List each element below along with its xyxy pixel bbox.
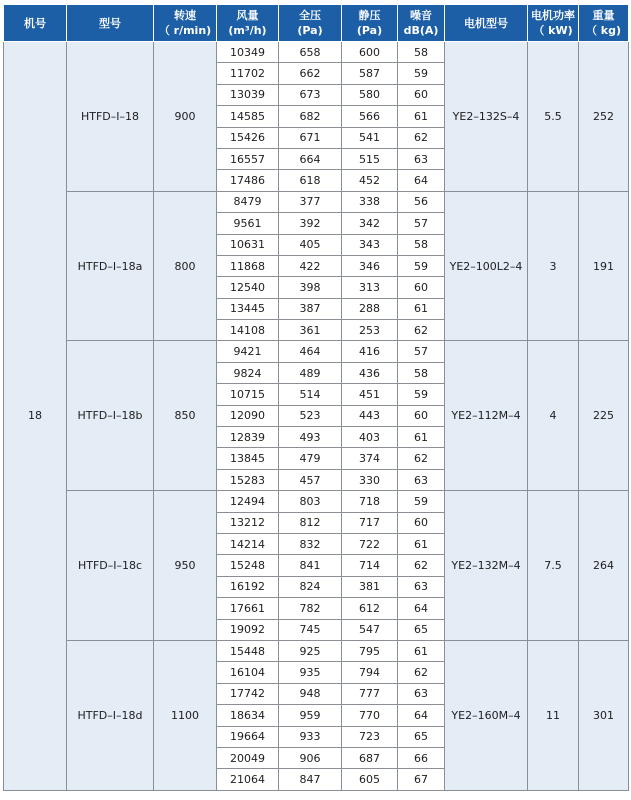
- total-pressure-cell: 392: [279, 213, 342, 234]
- total-pressure-cell: 832: [279, 533, 342, 554]
- total-pressure-cell: 662: [279, 63, 342, 84]
- noise-cell: 65: [398, 619, 445, 640]
- static-pressure-cell: 714: [342, 555, 398, 576]
- total-pressure-cell: 664: [279, 148, 342, 169]
- model-cell: HTFD–I–18: [67, 42, 154, 192]
- total-pressure-cell: 673: [279, 84, 342, 105]
- table-row: [4, 491, 629, 512]
- noise-cell: 62: [398, 448, 445, 469]
- noise-cell: 60: [398, 512, 445, 533]
- noise-cell: 63: [398, 148, 445, 169]
- model-cell: HTFD–I–18a: [67, 191, 154, 341]
- airflow-cell: 17742: [217, 683, 279, 704]
- static-pressure-cell: 253: [342, 320, 398, 341]
- total-pressure-cell: 489: [279, 362, 342, 383]
- header-total-pressure-unit: (Pa): [297, 24, 323, 37]
- noise-cell: 61: [398, 533, 445, 554]
- motor-power-cell: 3: [528, 191, 579, 341]
- total-pressure-cell: 925: [279, 640, 342, 661]
- static-pressure-cell: 777: [342, 683, 398, 704]
- airflow-cell: 10349: [217, 42, 279, 63]
- total-pressure-cell: 847: [279, 769, 342, 790]
- airflow-cell: 8479: [217, 191, 279, 212]
- table-row: [4, 640, 629, 661]
- noise-cell: 61: [398, 298, 445, 319]
- total-pressure-cell: 479: [279, 448, 342, 469]
- header-total-pressure-label: 全压: [299, 9, 321, 22]
- noise-cell: 60: [398, 405, 445, 426]
- static-pressure-cell: 612: [342, 598, 398, 619]
- static-pressure-cell: 541: [342, 127, 398, 148]
- static-pressure-cell: 717: [342, 512, 398, 533]
- static-pressure-cell: 723: [342, 726, 398, 747]
- total-pressure-cell: 493: [279, 427, 342, 448]
- static-pressure-cell: 288: [342, 298, 398, 319]
- static-pressure-cell: 374: [342, 448, 398, 469]
- speed-cell: 1100: [154, 640, 217, 790]
- total-pressure-cell: 377: [279, 191, 342, 212]
- noise-cell: 58: [398, 42, 445, 63]
- airflow-cell: 13039: [217, 84, 279, 105]
- static-pressure-cell: 722: [342, 533, 398, 554]
- motor-power-cell: 7.5: [528, 491, 579, 641]
- header-motor-power-label: 电机功率: [531, 9, 575, 22]
- noise-cell: 64: [398, 705, 445, 726]
- header-static-pressure: [342, 5, 398, 42]
- header-noise: [398, 5, 445, 42]
- noise-cell: 63: [398, 683, 445, 704]
- header-motor-model: [445, 5, 528, 42]
- noise-cell: 64: [398, 598, 445, 619]
- airflow-cell: 15426: [217, 127, 279, 148]
- noise-cell: 62: [398, 662, 445, 683]
- motor-model-cell: YE2–132S–4: [445, 42, 528, 192]
- header-motor-model-label: 电机型号: [464, 16, 508, 30]
- header-speed-label: 转速: [174, 9, 196, 22]
- static-pressure-cell: 416: [342, 341, 398, 362]
- table-row: [4, 191, 629, 212]
- total-pressure-cell: 959: [279, 705, 342, 726]
- airflow-cell: 14214: [217, 533, 279, 554]
- header-weight-unit: （ kg): [585, 24, 622, 37]
- motor-model-cell: YE2–160M–4: [445, 640, 528, 790]
- total-pressure-cell: 745: [279, 619, 342, 640]
- noise-cell: 65: [398, 726, 445, 747]
- header-airflow: [217, 5, 279, 42]
- motor-power-cell: 11: [528, 640, 579, 790]
- static-pressure-cell: 795: [342, 640, 398, 661]
- total-pressure-cell: 824: [279, 576, 342, 597]
- motor-model-cell: YE2–112M–4: [445, 341, 528, 491]
- airflow-cell: 15248: [217, 555, 279, 576]
- header-speed: [154, 5, 217, 42]
- airflow-cell: 19092: [217, 619, 279, 640]
- static-pressure-cell: 436: [342, 362, 398, 383]
- table-row: [4, 42, 629, 63]
- noise-cell: 57: [398, 341, 445, 362]
- airflow-cell: 11868: [217, 255, 279, 276]
- header-weight-label: 重量: [592, 9, 615, 22]
- airflow-cell: 15448: [217, 640, 279, 661]
- static-pressure-cell: 770: [342, 705, 398, 726]
- total-pressure-cell: 514: [279, 384, 342, 405]
- total-pressure-cell: 682: [279, 106, 342, 127]
- noise-cell: 59: [398, 384, 445, 405]
- airflow-cell: 16104: [217, 662, 279, 683]
- static-pressure-cell: 403: [342, 427, 398, 448]
- airflow-cell: 9561: [217, 213, 279, 234]
- static-pressure-cell: 587: [342, 63, 398, 84]
- header-static-pressure-unit: (Pa): [356, 24, 383, 37]
- airflow-cell: 12839: [217, 427, 279, 448]
- speed-cell: 800: [154, 191, 217, 341]
- noise-cell: 62: [398, 127, 445, 148]
- noise-cell: 59: [398, 63, 445, 84]
- airflow-cell: 10715: [217, 384, 279, 405]
- static-pressure-cell: 547: [342, 619, 398, 640]
- static-pressure-cell: 600: [342, 42, 398, 63]
- total-pressure-cell: 812: [279, 512, 342, 533]
- weight-cell: 225: [579, 341, 629, 491]
- total-pressure-cell: 398: [279, 277, 342, 298]
- total-pressure-cell: 422: [279, 255, 342, 276]
- noise-cell: 63: [398, 576, 445, 597]
- static-pressure-cell: 687: [342, 747, 398, 768]
- total-pressure-cell: 933: [279, 726, 342, 747]
- airflow-cell: 13212: [217, 512, 279, 533]
- total-pressure-cell: 782: [279, 598, 342, 619]
- airflow-cell: 20049: [217, 747, 279, 768]
- total-pressure-cell: 948: [279, 683, 342, 704]
- header-motor-power-unit: （ kW): [533, 24, 573, 37]
- airflow-cell: 9421: [217, 341, 279, 362]
- static-pressure-cell: 515: [342, 148, 398, 169]
- header-total-pressure: [279, 5, 342, 42]
- static-pressure-cell: 443: [342, 405, 398, 426]
- header-airflow-label: 风量: [236, 9, 259, 22]
- noise-cell: 58: [398, 362, 445, 383]
- noise-cell: 58: [398, 234, 445, 255]
- airflow-cell: 15283: [217, 469, 279, 490]
- weight-cell: 301: [579, 640, 629, 790]
- total-pressure-cell: 464: [279, 341, 342, 362]
- airflow-cell: 17661: [217, 598, 279, 619]
- noise-cell: 66: [398, 747, 445, 768]
- airflow-cell: 16557: [217, 148, 279, 169]
- header-noise-unit: dB(A): [403, 24, 439, 37]
- noise-cell: 62: [398, 555, 445, 576]
- airflow-cell: 13845: [217, 448, 279, 469]
- total-pressure-cell: 405: [279, 234, 342, 255]
- noise-cell: 60: [398, 84, 445, 105]
- motor-model-cell: YE2–132M–4: [445, 491, 528, 641]
- total-pressure-cell: 457: [279, 469, 342, 490]
- total-pressure-cell: 803: [279, 491, 342, 512]
- header-model-no-label: 机号: [24, 16, 46, 30]
- speed-cell: 950: [154, 491, 217, 641]
- static-pressure-cell: 580: [342, 84, 398, 105]
- weight-cell: 252: [579, 42, 629, 192]
- noise-cell: 59: [398, 491, 445, 512]
- static-pressure-cell: 718: [342, 491, 398, 512]
- static-pressure-cell: 313: [342, 277, 398, 298]
- total-pressure-cell: 361: [279, 320, 342, 341]
- airflow-cell: 11702: [217, 63, 279, 84]
- total-pressure-cell: 906: [279, 747, 342, 768]
- model-cell: HTFD–I–18b: [67, 341, 154, 491]
- total-pressure-cell: 658: [279, 42, 342, 63]
- airflow-cell: 21064: [217, 769, 279, 790]
- header-weight: [579, 5, 629, 42]
- header-airflow-unit: (m³/h): [228, 24, 267, 37]
- static-pressure-cell: 346: [342, 255, 398, 276]
- model-cell: HTFD–I–18d: [67, 640, 154, 790]
- static-pressure-cell: 451: [342, 384, 398, 405]
- header-row: [4, 5, 629, 42]
- static-pressure-cell: 342: [342, 213, 398, 234]
- static-pressure-cell: 794: [342, 662, 398, 683]
- airflow-cell: 14108: [217, 320, 279, 341]
- airflow-cell: 10631: [217, 234, 279, 255]
- airflow-cell: 19664: [217, 726, 279, 747]
- header-speed-unit: （ r/min): [158, 24, 212, 37]
- machine-no-cell: 18: [4, 42, 67, 791]
- airflow-cell: 12090: [217, 405, 279, 426]
- model-cell: HTFD–I–18c: [67, 491, 154, 641]
- noise-cell: 60: [398, 277, 445, 298]
- static-pressure-cell: 338: [342, 191, 398, 212]
- noise-cell: 61: [398, 640, 445, 661]
- noise-cell: 61: [398, 106, 445, 127]
- noise-cell: 62: [398, 320, 445, 341]
- noise-cell: 61: [398, 427, 445, 448]
- speed-cell: 900: [154, 42, 217, 192]
- noise-cell: 57: [398, 213, 445, 234]
- airflow-cell: 13445: [217, 298, 279, 319]
- airflow-cell: 12494: [217, 491, 279, 512]
- airflow-cell: 18634: [217, 705, 279, 726]
- noise-cell: 67: [398, 769, 445, 790]
- fan-spec-table: [3, 4, 629, 791]
- total-pressure-cell: 523: [279, 405, 342, 426]
- header-noise-label: 噪音: [410, 9, 432, 22]
- noise-cell: 63: [398, 469, 445, 490]
- airflow-cell: 9824: [217, 362, 279, 383]
- table-header: [4, 5, 629, 42]
- header-type: [67, 5, 154, 42]
- static-pressure-cell: 452: [342, 170, 398, 191]
- static-pressure-cell: 605: [342, 769, 398, 790]
- header-motor-power: [528, 5, 579, 42]
- motor-power-cell: 5.5: [528, 42, 579, 192]
- header-static-pressure-label: 静压: [358, 9, 381, 22]
- header-model-no: [4, 5, 67, 42]
- header-type-label: 型号: [99, 16, 121, 30]
- static-pressure-cell: 381: [342, 576, 398, 597]
- motor-model-cell: YE2–100L2–4: [445, 191, 528, 341]
- static-pressure-cell: 566: [342, 106, 398, 127]
- airflow-cell: 14585: [217, 106, 279, 127]
- weight-cell: 264: [579, 491, 629, 641]
- speed-cell: 850: [154, 341, 217, 491]
- noise-cell: 59: [398, 255, 445, 276]
- table-row: [4, 341, 629, 362]
- static-pressure-cell: 343: [342, 234, 398, 255]
- airflow-cell: 12540: [217, 277, 279, 298]
- table-body: [4, 42, 629, 791]
- total-pressure-cell: 841: [279, 555, 342, 576]
- noise-cell: 64: [398, 170, 445, 191]
- total-pressure-cell: 671: [279, 127, 342, 148]
- static-pressure-cell: 330: [342, 469, 398, 490]
- airflow-cell: 17486: [217, 170, 279, 191]
- airflow-cell: 16192: [217, 576, 279, 597]
- motor-power-cell: 4: [528, 341, 579, 491]
- total-pressure-cell: 387: [279, 298, 342, 319]
- total-pressure-cell: 618: [279, 170, 342, 191]
- total-pressure-cell: 935: [279, 662, 342, 683]
- noise-cell: 56: [398, 191, 445, 212]
- weight-cell: 191: [579, 191, 629, 341]
